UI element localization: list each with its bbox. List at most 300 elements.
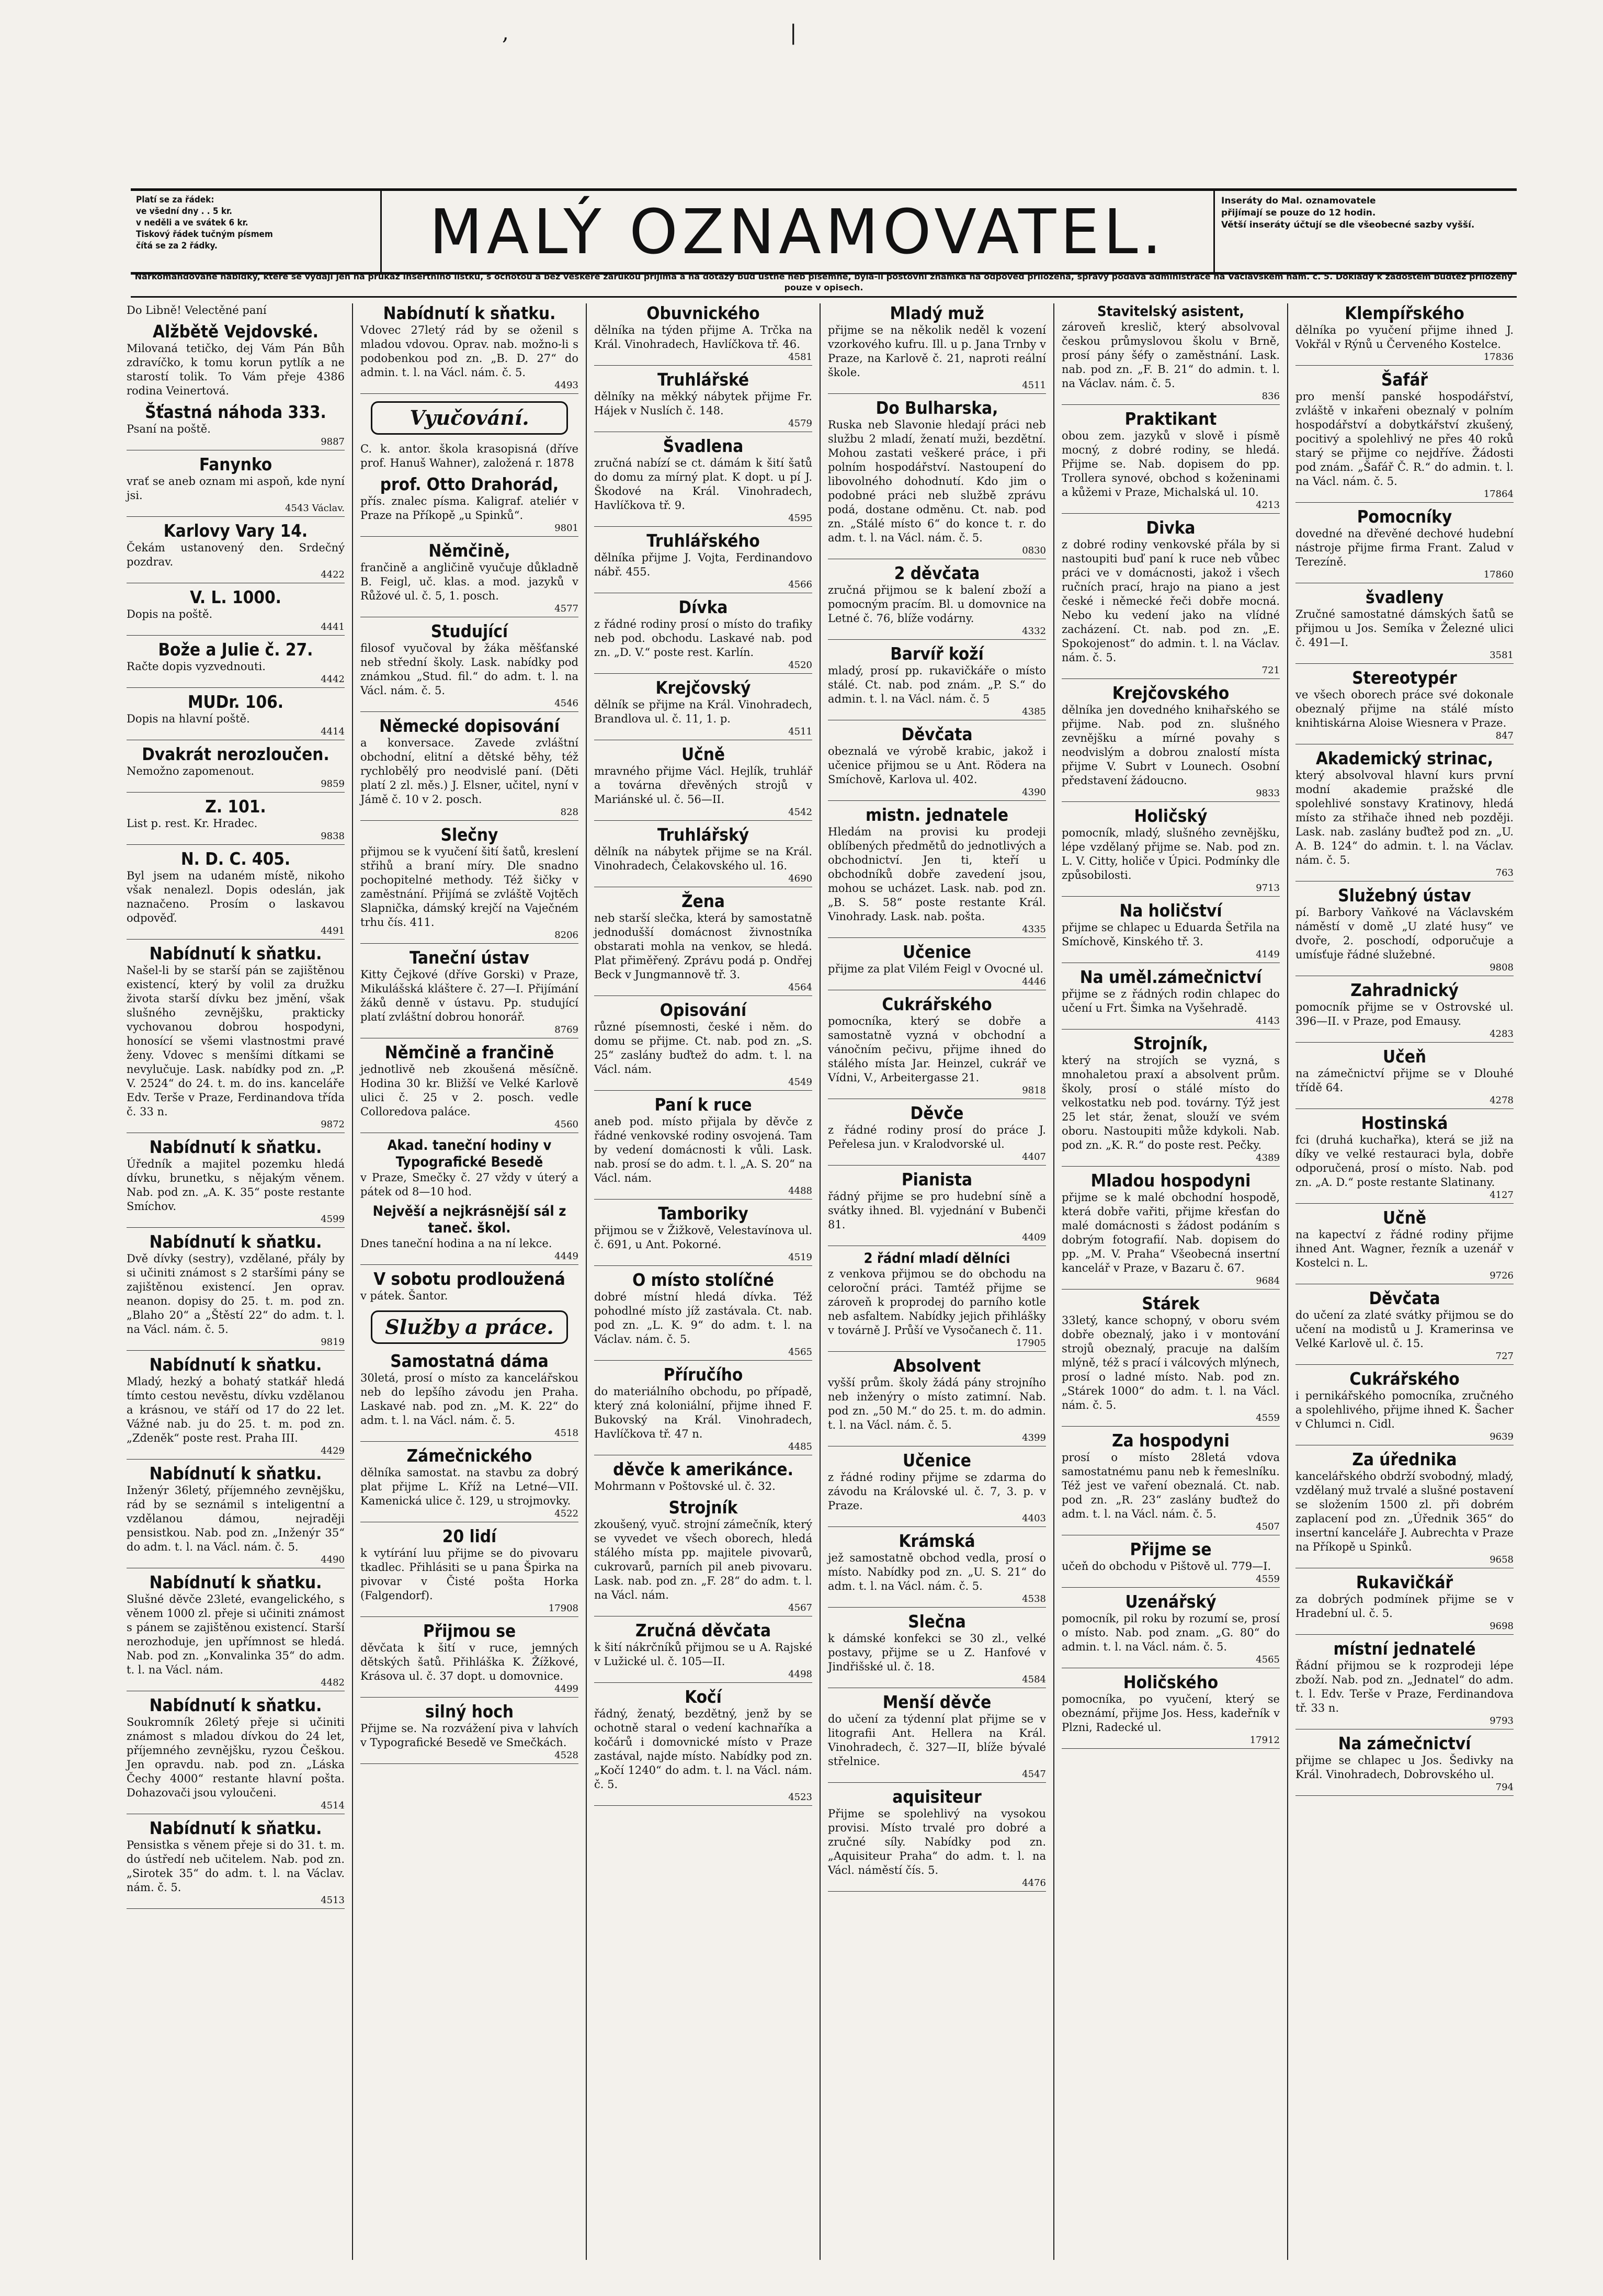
ad-text: Zručné samostatné dámských šatů se přijmou u Jos. Semíka v Železné ulici č. 491—I. [1295,608,1514,649]
ad-text: přijmou se v Žižkově, Velestavínova ul. č. 691, u Ant. Pokorné. [594,1224,812,1251]
ad-headline: místní jednatelé [1333,1638,1476,1659]
ad-column [587,303,821,2260]
ad-reference-number: 721 [1062,665,1280,679]
ad-headline: Opisování [660,1000,747,1020]
ad-reference-number: 4278 [1295,1095,1514,1109]
ad-text: Dvě dívky (sestry), vzdělané, přály by si učiniti známost s 2 staršími pány se zajištěnou existencí. Jen oprav. neanon. dopisy do 25. t. m. pod zn. „Blaho 20“ a „Štěstí 22“ do adm. t. l. na Václ. nám. č. 5. [127,1252,345,1336]
ad-reference-number: 0830 [828,545,1046,559]
ad-reference-number: 8769 [360,1024,578,1038]
ad-text: do materiálního obchodu, po případě, který zná koloniální, přijme ihned F. Bukovský na Král. Vinohradech, Havlíčkova tř. 47 n. [594,1385,812,1440]
classified-ad [828,1692,1046,1783]
classified-ad [828,1250,1046,1352]
ad-text: Inženýr 36letý, příjemného zevnějšku, rád by se seznámil s inteligentní a vzdělanou dámou, nejraději pensistkou. Nab. pod zn. „Inženýr 35“ do adm. t. l. na Václ. nám. č. 5. [127,1484,345,1553]
classified-ad [127,1137,345,1228]
ad-text: do učení za týdenní plat přijme se v litografii Ant. Hellera na Král. Vinohradech, č. 327—II, blíže bývalé střelnice. [828,1713,1046,1768]
ad-headline: Stereotypér [1352,668,1457,688]
ad-reference-number: 4446 [828,976,1046,990]
ad-reference-number: 9698 [1295,1621,1514,1635]
ad-text: Slušné děvče 23leté, evangelického, s věnem 1000 zl. přeje si učiniti známost s pánem se zajištěnou existencí. Starší nerozhoduje, jen upřímnost se hledá. Nab. pod zn. „Konvalinka 35“ do adm. t. l. na Václ. nám. [127,1593,345,1676]
masthead-line: Inseráty do Mal. oznamovatele [1221,196,1376,206]
page-mark: , [502,21,509,45]
ad-reference-number: 4488 [594,1185,812,1200]
ad-headline: Němčině a frančině [384,1042,554,1062]
ad-reference-number: 4476 [828,1877,1046,1892]
ad-headline: Truhlářského [646,530,760,551]
ad-headline: Nabídnutí k sňatku. [149,1231,322,1252]
ad-headline: V sobotu prodloužená [373,1269,565,1289]
ad-headline: Stárek [1142,1293,1200,1314]
ad-reference-number: 828 [360,807,578,821]
classified-ad [594,1365,812,1455]
ad-headline: Strojník [668,1497,738,1518]
ad-headline: Slečny [440,824,498,845]
ad-text: 33letý, kance schopný, v oboru svém dobře obeznalý, jako i v montování strojů obeznalý, pracuje na dalším mlýně, též s prací i válcových mlýnech, prosí o ladné místo. Nab. pod zn. „Stárek 1000“ do adm. t. l. na Václ. nám. č. 5. [1062,1314,1280,1411]
classified-ad [1062,303,1280,405]
masthead-line: Tiskový řádek tučným písmem [136,229,273,240]
ad-text: Mohrmann v Poštovské ul. č. 32. [594,1480,776,1492]
masthead-line: čítá se za 2 řádky. [136,241,218,251]
classified-ad [828,1451,1046,1527]
ad-text: z řádné rodiny prosí do práce J. Peřelesa jun. v Kralodvorské ul. [828,1124,1046,1150]
ad-text: dělník na nábytek přijme se na Král. Vinohradech, Čelakovského ul. 16. [594,845,812,872]
ad-text: přijme za plat Vilém Feigl v Ovocné ul. [828,963,1043,975]
ad-reference-number: 4567 [594,1602,812,1616]
ad-text: fci (druhá kuchařka), která se již na díky ve velké restauraci byla, dobře odporučená, prosí o místo. Nab. pod zn. „A. D.“ poste restante Slatinany. [1295,1134,1514,1189]
ad-headline: mistn. jednatele [865,805,1009,825]
ad-text: za dobrých podmínek přijme se v Hradební ul. č. 5. [1295,1593,1514,1620]
classified-ad [594,303,812,366]
ad-column [119,303,353,2260]
ad-headline: Z. 101. [205,796,266,817]
ad-column [353,303,587,2260]
classified-ad [127,303,345,318]
ad-headline: Němčině, [428,540,510,561]
classified-ad [594,1498,812,1616]
classified-ad [360,1137,578,1199]
masthead-pricing [131,191,382,272]
ad-headline: Švadlena [663,436,744,456]
ad-headline: Truhlářské [657,369,749,390]
ad-headline: Nabídnutí k sňatku. [149,1354,322,1375]
ad-text: dělník se přijme na Král. Vinohradech, Brandlova ul. č. 11, 1. p. [594,698,812,725]
classified-ad [127,402,345,450]
ad-reference-number: 763 [1295,867,1514,881]
classified-ad [127,322,345,398]
ad-text: Přijme se spolehlivý na vysokou provisi. Místo trvalé pro dobré a zručné síly. Nabídky pod zn. „Aquisiteur Praha“ do adm. t. l. na Václ. náměstí čís. 5. [828,1807,1046,1876]
ad-reference-number: 9859 [127,778,345,793]
ad-text: mladý, prosí pp. rukavičkáře o místo stálé. Ct. nab. pod znám. „P. S.“ do admin. t. l. na Václ. nám. č. 5 [828,664,1046,705]
ad-headline: Divka [1146,517,1196,538]
ad-reference-number: 4538 [828,1593,1046,1608]
ad-text: Kitty Čejkové (dříve Gorski) v Praze, Mikulášská kláštere č. 27—I. Přijímání žáků denně v ústavu. Pp. studující platí zvláštní dobrou honorář. [360,968,578,1023]
ad-text: pomocník přijme se v Ostrovské ul. 396—II. v Praze, pod Emausy. [1295,1001,1514,1027]
ad-text: Hledám na provisi ku prodeji oblíbených předmětů do jednotlivých a obchodnictví. Jen ti, kteří u obchodníků dobře zavedení jsou, mohou se ucházet. Lask. nab. pod zn. „B. S. 58“ poste restante Král. Vinohrady. Lask. nab. pošta. [828,825,1046,923]
classified-ad [594,370,812,432]
ad-reference-number: 9639 [1295,1431,1514,1445]
classified-ad [360,1043,578,1133]
classified-ad [828,1531,1046,1608]
ad-reference-number: 4522 [360,1508,578,1522]
ad-headline: Šafář [1381,369,1428,390]
classified-ad [828,644,1046,720]
ad-text: dělníka po vyučení přijme ihned J. Vokřál v Rýnů u Červeného Kostelce. [1295,324,1514,350]
ad-headline: Děvčata [901,724,973,744]
ad-headline: Studující [430,621,508,641]
ad-headline: děvče k amerikánce. [613,1459,793,1479]
ad-text: pro menší panské hospodářství, zvláště v inkařeni obeznalý v polním hospodářství a dobytkářství zkušený, pocitivý a spolehlivý ne přes 40 roků starý se přijme co nejdříve. Žádosti pod znám. „Šafář Č. R.“ do admin. t. l. na Václ. nám. č. 5. [1295,390,1514,488]
classified-ad [1295,1208,1514,1284]
ad-text: přís. znalec písma. Kaligraf. ateliér v Praze na Příkopě „u Spinků“. [360,495,578,522]
ad-headline: Nejvěší a nejkrásnější sál z taneč. škol. [372,1203,566,1236]
ad-reference-number: 4547 [828,1769,1046,1783]
ad-headline: O místo stolíčné [632,1270,774,1290]
masthead-line: Platí se za řádek: [136,195,214,205]
ad-columns [119,303,1521,2260]
section-heading: Služby a práce. [371,1310,568,1344]
ad-text: aneb pod. místo přijala by děvče z řádné venkovské rodiny osvojená. Tam by vedení domácnosti k vůli. Lask. nab. prosí se do adm. t. l. „A. S. 20“ na Václ. nám. [594,1115,812,1184]
masthead-title: MALÝ OZNAMOVATEL. [429,195,1166,268]
ad-text: přijme se na několik neděl k vození vzorkového kufru. Ill. u p. Jana Trnby v Praze, na Karlově č. 21, naproti reální škole. [828,324,1046,379]
ad-headline: Pomocníky [1357,506,1452,527]
ad-text: Soukromník 26letý přeje si učiniti známost s mladou dívkou do 24 let, příjemného zevnějšku, ryzou Češkou. Jen opravdu. nab. pod zn. „Láska Čechy 4000“ restante hlavní pošta. Dohazovači jsou vyloučeni. [127,1716,345,1799]
ad-text: Čekám ustanovený den. Srdečný pozdrav. [127,541,345,568]
ad-reference-number: 4332 [828,626,1046,640]
ad-headline: Samostatná dáma [390,1351,549,1371]
ad-reference-number: 4335 [828,924,1046,938]
classified-ad [828,303,1046,394]
classified-ad [360,1526,578,1617]
ad-headline: Truhlářský [657,824,749,845]
ad-text: neb starší slečka, která by samostatně jednodušší domácnost živnostníka obstarati mohla na venkov, se hledá. Plat přiměřený. Zprávu podá p. Ondřej Beck v Jungmannově tř. 3. [594,912,812,981]
ad-text: Přijme se. Na rozvážení piva v lahvích v Typografické Besedě ve Smečkách. [360,1722,578,1749]
ad-headline: Barvíř koží [890,643,984,664]
ad-headline: 2 řádní mladí dělníci [863,1250,1010,1266]
classified-ad [828,805,1046,938]
classified-ad [1062,1294,1280,1427]
ad-text: filosof vyučoval by žáka měšťanské neb střední školy. Lask. nabídky pod známkou „Stud. fil.“ do adm. t. l. na Václ. nám. č. 5. [360,642,578,697]
classified-ad [828,994,1046,1099]
masthead [131,188,1517,275]
ad-column [821,303,1054,2260]
ad-headline: Nabídnutí k sňatku. [149,1572,322,1592]
ad-reference-number: 9872 [127,1119,345,1133]
masthead-line: ve všední dny . . 5 kr. [136,206,232,217]
ad-reference-number: 9713 [1062,883,1280,897]
ad-reference-number: 4565 [594,1347,812,1361]
classified-ad [1062,967,1280,1030]
ad-headline: Přijmou se [423,1621,516,1641]
ad-reference-number: 9801 [360,523,578,537]
ad-text: Dopis na hlavní poště. [127,712,250,725]
ad-text: Dnes taneční hodina a na ní lekce. [360,1237,552,1250]
ad-headline: Služebný ústav [1338,885,1471,906]
ad-headline: Zámečnického [406,1445,532,1466]
ad-reference-number: 4579 [594,418,812,432]
ad-text: dobré místní hledá dívka. Též pohodlné místo jíž zastávala. Ct. nab. pod zn. „L. K. 9“ do adm. t. l. na Václav. nám. č. 5. [594,1291,812,1345]
masthead-line: Větší inseráty účtují se dle všeobecné sazby vyšší. [1221,220,1475,230]
ad-reference-number: 4560 [360,1119,578,1133]
ad-text: Pensistka s věnem přeje si do 31. t. m. do ústředí neb učitelem. Nab. pod zn. „Sirotek 35“ do adm. t. l. na Václav. nám. č. 5. [127,1839,345,1894]
ad-headline: Menší děvče [882,1692,992,1712]
ad-text: ve všech oborech práce své dokonale obeznalý přijme na stálé místo knihtiskárna Aloise Wiesnera v Praze. [1295,688,1514,729]
classified-ad [594,1621,812,1683]
ad-headline: Cukrářského [882,994,992,1014]
ad-headline: Holičského [1123,1672,1219,1692]
ad-text: mravného přijme Václ. Hejlík, truhlář a továrna dřevěných strojů v Mariánské ul. č. 56—II. [594,765,812,806]
ad-reference-number: 4283 [1295,1028,1514,1043]
classified-ad [1295,980,1514,1043]
ad-headline: Do Bulharska, [876,398,998,418]
ad-reference-number: 794 [1295,1782,1514,1796]
ad-text: Řádní přijmou se k rozprodeji lépe zboží. Nab. pod zn. „Jednatel“ do adm. t. l. Edv. Terše v Praze, Ferdinandova tř. 33 n. [1295,1659,1514,1714]
ad-headline: Nabídnutí k sňatku. [149,1818,322,1838]
ad-text: Nemožno zapomenout. [127,765,255,777]
ad-reference-number: 4565 [1062,1654,1280,1668]
ad-headline: V. L. 1000. [190,587,281,607]
ad-headline: Fanynko [199,454,272,474]
section-heading: Vyučování. [371,401,568,435]
ad-text: frančině a angličině vyučuje důkladně B. Feigl, uč. klas. a mod. jazyků v Růžové ul. č. 5, 1. posch. [360,561,578,602]
ad-text: kancelářského obdrží svobodný, mladý, vzdělaný muž trvalé a slušné postavení se složením 1500 zl. při dobrém zaplacení pod zn. „Úřednik 365“ do insertní kanceláře J. Aubrechta v Praze na Příkopě u Spinků. [1295,1470,1514,1553]
ad-reference-number: 4599 [127,1214,345,1228]
ad-text: Byl jsem na udaném místě, nikoho však nenalezl. Dopis odeslán, jak naznačeno. Prosím o laskavou odpověď. [127,869,345,924]
ad-text: dělníka na týden přijme A. Trčka na Král. Vinohradech, Havlíčkova tř. 46. [594,324,812,350]
ad-headline: Učně [1383,1207,1426,1228]
ad-text: přijme se chlapec u Eduarda Šetřila na Smíchově, Kinského tř. 3. [1062,921,1280,948]
ad-reference-number: 4514 [127,1800,345,1814]
ad-headline: Uzenářský [1125,1591,1217,1612]
classified-ad [360,825,578,944]
ad-text: Milovaná tetičko, dej Vám Pán Bůh zdravíčko, k tomu korun pytlík a ne starostí tolik. To Vám přeje 4386 rodina Veinertová. [127,342,345,397]
classified-ad [594,531,812,593]
ad-reference-number: 9838 [127,831,345,845]
classified-ad [828,398,1046,559]
ad-reference-number: 4499 [360,1683,578,1698]
ad-reference-number: 4523 [594,1792,812,1806]
classified-ad [1062,1431,1280,1535]
ad-reference-number: 17836 [1295,352,1514,366]
classified-ad [127,1232,345,1351]
ad-reference-number: 17908 [360,1603,578,1617]
ad-reference-number: 9726 [1295,1270,1514,1284]
classified-ad [594,1687,812,1806]
masthead-line: přijímají se pouze do 12 hodin. [1221,208,1376,218]
classified-ad [1295,370,1514,503]
classified-ad [1062,683,1280,802]
ad-headline: Bože a Julie č. 27. [158,639,313,660]
ad-reference-number: 4581 [594,352,812,366]
ad-headline: Zručná děvčata [635,1620,771,1641]
ad-headline: Přijme se [1130,1539,1212,1559]
ad-text: Dopis na poště. [127,608,213,620]
classified-ad [127,944,345,1133]
ad-text: z řádné rodiny prosí o místo do trafiky neb pod. obchodu. Laskavé nab. pod zn. „D. V.“ poste rest. Karlín. [594,618,812,659]
ad-text: dovedné na dřevěné dechové hudební nástroje přijme firma Frant. Zalud v Terezíně. [1295,527,1514,568]
ad-text: který na strojích se vyzná, s mnohaletou praxí a absolvent prům. školy, prosí o stálé místo do velkostatku neb pod. továrny. Týž jest 25 let stár, ženat, slouží ve svém oboru. Nastoupiti může kdykoli. Nab. pod zn. „K. R.“ do poste rest. Pečky. [1062,1054,1280,1151]
classified-ad [360,1351,578,1442]
masthead-note: Narkomandované nabídky, které se vydají jen na průkaz insertního lístku, s ochotou a bez veškeré zárukou přijímá a na dotazy buď ústně neb písemně, byla-li poštovní známka na odpověď přiložena, správy podává administrace na Václavském nám. č. 5. Doklady k žádostem buďtež přiloženy pouze v opisech. [131,271,1517,298]
classified-ad [1062,409,1280,514]
ad-headline: Dívka [678,597,728,617]
ad-reference-number: 4442 [127,674,345,688]
ad-reference-number: 4513 [127,1895,345,1909]
ad-reference-number: 4127 [1295,1190,1514,1204]
ad-reference-number: 4559 [1062,1412,1280,1427]
ad-headline: Šťastná náhoda 333. [145,402,326,422]
ad-headline: Pianista [901,1169,973,1190]
ad-headline: Krejčovského [1112,683,1230,703]
ad-reference-number: 17860 [1295,569,1514,583]
ad-text: dělníky na měkký nábytek přijme Fr. Hájek v Nuslích č. 148. [594,390,812,417]
ad-reference-number: 847 [1295,730,1514,744]
classified-ad [594,1270,812,1361]
ad-headline: Učeň [1383,1046,1426,1067]
ad-headline: Rukavičkář [1356,1572,1453,1592]
masthead-line: v neděli a ve svátek 6 kr. [136,218,248,228]
ad-reference-number: 4482 [127,1677,345,1691]
classified-ad [1295,1047,1514,1109]
classified-ad [127,1464,345,1568]
ad-headline: švadleny [1365,587,1444,607]
ad-text: pomocník, pil roku by rozumí se, prosí o místo. Nab. pod znam. „G. 80“ do admin. t. l. na Václ. nám. č. 5. [1062,1612,1280,1653]
ad-headline: Cukrářského [1349,1368,1460,1389]
ad-headline: prof. Otto Drahorád, [380,474,559,494]
ad-text: jednotlivě neb zkoušená měsíčně. Hodina 30 kr. Bližší ve Velké Karlově ulici č. 25 v 2. posch. vedle Colloredova paláce. [360,1063,578,1118]
ad-reference-number: 17864 [1295,489,1514,503]
ad-text: zručná přijmou se k balení zboží a pomocným pracím. Bl. u domovnice na Letné č. 76, blíže vodárny. [828,584,1046,625]
ad-reference-number: 4441 [127,621,345,636]
ad-reference-number: 17912 [1062,1735,1280,1749]
ad-headline: Za úřednika [1352,1449,1457,1469]
ad-headline: Kočí [685,1687,722,1707]
ad-text: Psaní na poště. [127,423,211,435]
ad-reference-number: 4149 [1062,949,1280,963]
ad-reference-number: 9887 [127,436,345,450]
ad-text: v pátek. Šantor. [360,1290,448,1302]
classified-ad [1295,507,1514,583]
page-mark: | [790,21,797,45]
classified-ad [360,1269,578,1303]
ad-column [1288,303,1521,2260]
ad-reference-number: 4390 [828,787,1046,801]
classified-ad [1062,1171,1280,1290]
ad-text: dělníka přijme J. Vojta, Ferdinandovo nábř. 455. [594,551,812,578]
ad-headline: MUDr. 106. [187,692,284,712]
ad-reference-number: 4389 [1062,1152,1280,1167]
classified-ad [828,1103,1046,1166]
classified-ad [828,1170,1046,1246]
ad-headline: Nabídnutí k sňatku. [149,1463,322,1484]
ad-reference-number: 4566 [594,579,812,593]
classified-ad [127,692,345,740]
classified-ad [360,303,578,394]
ad-headline: Děvče [910,1103,964,1123]
ad-text: který absolvoval hlavní kurs první modní akademie pražské dle spolehlivé sonstavy Kratinovy, hledá místo za střihače ihned neb později. Lask. nab. zaslány buďtež pod zn. „U. A. B. 124“ do admin. t. l. na Václav. nám. č. 5. [1295,769,1514,866]
ad-reference-number: 4399 [828,1432,1046,1446]
ad-reference-number: 4519 [594,1252,812,1266]
ad-column [1054,303,1288,2260]
classified-ad [1295,587,1514,664]
ad-reference-number: 727 [1295,1351,1514,1365]
ad-text: k šití nákrčníků přijmou se u A. Rajské v Lužické ul. č. 105—II. [594,1641,812,1668]
ad-reference-number: 4543 Václav. [127,503,345,517]
classified-ad [594,825,812,887]
classified-ad [360,948,578,1038]
classified-ad [1295,1573,1514,1635]
ad-reference-number: 4143 [1062,1015,1280,1030]
ad-reference-number: 9658 [1295,1554,1514,1568]
ad-reference-number: 9833 [1062,788,1280,802]
ad-text: obou zem. jazyků v slově i písmě mocný, z dobré rodiny, se hledá. Přijme se. Nab. dopisem do pp. Trollera synové, obchod s koženinami a kůžemi v Praze, Michalská ul. 10. [1062,429,1280,499]
classified-ad [360,1203,578,1265]
ad-headline: 2 děvčata [894,563,980,583]
ad-headline: Děvčata [1369,1288,1440,1308]
ad-text: přijmou se k vyučení šití šatů, kreslení střihů a braní míry. Dle snadno pochopitelné methody. Též šičky v zaměstnání. Přijímá se zvláště Vojtěch Slapnička, dámský krejčí na Vaječném trhu čís. 411. [360,845,578,929]
classified-ad [360,442,578,470]
ad-text: vyšší prům. školy žádá pány strojního neb inženýry o místo zatimní. Nab. pod zn. „50 M.“ do 25. t. m. do admin. t. l. na Václ. nám. č. 5. [828,1376,1046,1431]
ad-text: prosí o místo 28letá vdova samostatnému panu neb k řemeslníku. Též jest ve vaření obeznalá. Ct. nab. pod zn. „R. 23“ zaslány buďtež do adm. t. l. na Václ. nám. č. 5. [1062,1451,1280,1520]
classified-ad [1062,1034,1280,1167]
ad-headline: Alžbětě Vejdovské. [153,321,319,342]
classified-ad [1295,886,1514,976]
ad-text: Mladý, hezký a bohatý statkář hledá tímto cestou nevěstu, dívku vzdělanou a krásnou, ve stáří od 17 do 22 let. Vážné nab. ju do 25. t. m. pod zn. „Zdeněk“ poste rest. Praha III. [127,1375,345,1444]
ad-text: Do Libně! Velectěné paní [127,304,267,316]
ad-reference-number: 4549 [594,1077,812,1091]
ad-text: pomocník, mladý, slušného zevnějšku, lépe vzdělaný přijme se. Nab. pod zn. L. V. Citty, holiče v Úpici. Podmínky dle způsobilosti. [1062,827,1280,881]
ad-reference-number: 9808 [1295,962,1514,976]
ad-reference-number: 4577 [360,603,578,617]
ad-headline: Akad. taneční hodiny v Typografické Besedě [387,1137,552,1170]
classified-ad [127,521,345,583]
masthead-info [1213,191,1517,272]
classified-ad [594,744,812,821]
classified-ad [360,1621,578,1698]
ad-text: k vytírání luu přijme se do pivovaru tkadlec. Přihlásiti se u pana Špirka na pivovar v Čisté pošta Horka (Falgendorf). [360,1547,578,1602]
ad-headline: Krámská [899,1531,975,1551]
ad-headline: Absolvent [893,1355,981,1376]
classified-ad [360,621,578,712]
ad-reference-number: 4564 [594,982,812,996]
ad-headline: Stavitelský asistent, [1097,303,1244,320]
ad-reference-number: 8206 [360,930,578,944]
classified-ad [1295,1288,1514,1365]
classified-ad [127,640,345,688]
ad-text: Račte dopis vyzvednouti. [127,660,266,673]
classified-ad [360,1446,578,1522]
ad-headline: Žena [681,891,725,911]
ad-text: do učení za zlaté svátky přijmou se do učení na modistů u J. Kramerinsa ve Velké Karlově ul. č. 15. [1295,1309,1514,1350]
ad-reference-number: 9793 [1295,1715,1514,1729]
ad-reference-number: 4546 [360,698,578,712]
classified-ad [1062,1540,1280,1588]
classified-ad [360,541,578,617]
ad-text: zručná nabízí se ct. dámám k šití šatů do domu za mírný plat. K dopt. u pí J. Škodové na Král. Vinohradech, Havlíčkova tř. 9. [594,457,812,512]
classified-ad [1295,1734,1514,1796]
ad-reference-number: 4429 [127,1445,345,1460]
classified-ad [127,1695,345,1814]
ad-reference-number: 4213 [1062,500,1280,514]
classified-ad [594,436,812,527]
ad-text: zároveň kreslič, který absolvoval českou průmyslovou školu v Brně, prosí pány šéfy o zaměstnání. Lask. nab. pod zn. „F. B. 21“ do admin. t. l. na Václav. nám. č. 5. [1062,321,1280,390]
classified-ad [1295,1639,1514,1729]
ad-reference-number: 836 [1062,391,1280,405]
ad-text: pí. Barbory Vaňkové na Václavském náměstí v domě „U zlaté husy“ ve dvoře, 2. poschodí, odporučuje a umísťuje řádné služebné. [1295,906,1514,961]
ad-headline: Nabídnutí k sňatku. [149,1137,322,1157]
ad-headline: Učenice [903,942,971,962]
ad-text: a konversace. Zavede zvláštní obchodní, elitní a dětské běhy, též rychlobělý pro neodvislé paní. (Děti platí 2 zl. měs.) J. Elsner, učitel, nyní v Jámě č. 10 v 2. posch. [360,737,578,806]
ad-headline: Karlovy Vary 14. [163,521,308,541]
ad-reference-number: 4498 [594,1669,812,1683]
